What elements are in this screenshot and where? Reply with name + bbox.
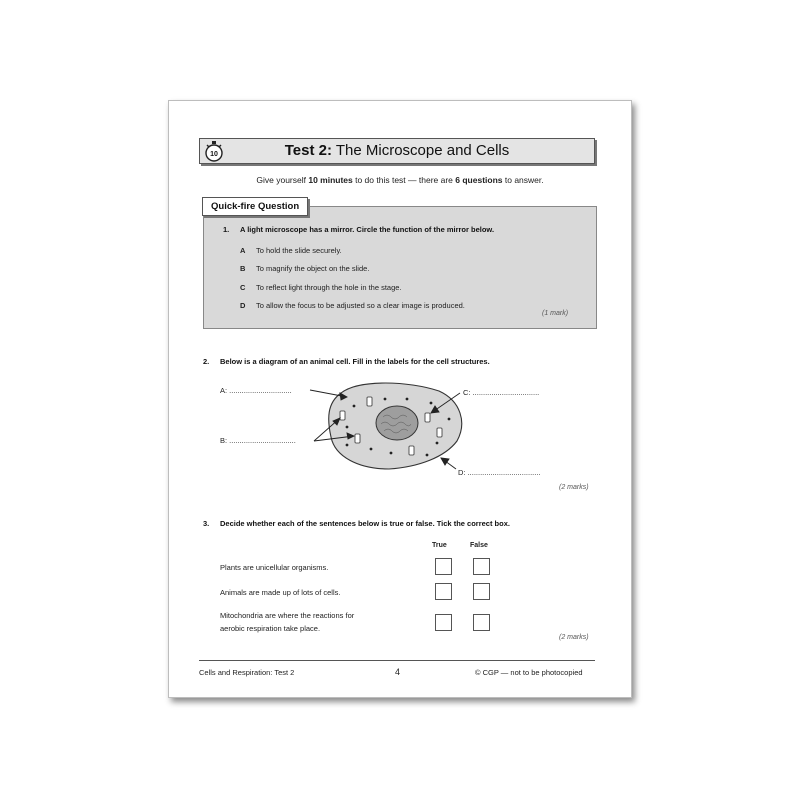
q2-text: Below is a diagram of an animal cell. Fill in the labels for the cell structures. bbox=[220, 357, 490, 366]
cell-label-b[interactable]: B: ................................ bbox=[220, 436, 296, 445]
statement-2-true-checkbox[interactable] bbox=[435, 583, 452, 600]
animal-cell-diagram bbox=[169, 101, 631, 697]
cell-label-c[interactable]: C: ................................ bbox=[463, 388, 540, 397]
footer-divider bbox=[199, 660, 595, 661]
q1-option-c[interactable]: C To reflect light through the hole in the stage. bbox=[240, 283, 402, 292]
statement-2-false-checkbox[interactable] bbox=[473, 583, 490, 600]
q3-text: Decide whether each of the sentences below is true or false. Tick the correct box. bbox=[220, 519, 510, 528]
test-label: Test 2: bbox=[284, 142, 332, 159]
page-number: 4 bbox=[395, 667, 401, 677]
statement-3: Mitochondria are where the reactions for aerobic respiration take place. bbox=[220, 611, 355, 633]
q1-option-a[interactable]: A To hold the slide securely. bbox=[240, 246, 342, 255]
cell-label-d[interactable]: D: ................................... bbox=[458, 468, 541, 477]
q1-number: 1. bbox=[223, 225, 230, 234]
footer-section-label: Cells and Respiration: Test 2 bbox=[199, 668, 295, 677]
cell-label-a[interactable]: A: .............................. bbox=[220, 386, 292, 395]
q1-option-b[interactable]: B To magnify the object on the slide. bbox=[240, 264, 370, 273]
statement-1: Plants are unicellular organisms. bbox=[220, 563, 329, 572]
q2-number: 2. bbox=[203, 357, 210, 366]
q1-text: A light microscope has a mirror. Circle the function of the mirror below. bbox=[240, 225, 495, 234]
statement-1-false-checkbox[interactable] bbox=[473, 558, 490, 575]
quickfire-label: Quick-fire Question bbox=[202, 197, 308, 216]
statement-1-true-checkbox[interactable] bbox=[435, 558, 452, 575]
intro-text: Give yourself 10 minutes to do this test — there are 6 questions to answer. bbox=[256, 175, 544, 185]
false-column-header: False bbox=[470, 542, 488, 549]
timer-number: 10 bbox=[210, 151, 218, 158]
statement-3-false-checkbox[interactable] bbox=[473, 614, 490, 631]
statement-3-true-checkbox[interactable] bbox=[435, 614, 452, 631]
intro-minutes: 10 minutes bbox=[308, 175, 353, 185]
intro-questions: 6 questions bbox=[455, 175, 503, 185]
test-title: The Microscope and Cells bbox=[335, 142, 510, 159]
q1-option-d[interactable]: D To allow the focus to be adjusted so a clear image is produced. bbox=[240, 301, 465, 310]
q1-marks: (1 mark) bbox=[542, 310, 569, 317]
worksheet-page bbox=[168, 100, 632, 698]
statement-2: Animals are made up of lots of cells. bbox=[220, 588, 341, 597]
q2-marks: (2 marks) bbox=[559, 484, 589, 491]
footer-copyright: © CGP — not to be photocopied bbox=[475, 668, 583, 677]
true-column-header: True bbox=[432, 542, 447, 549]
q3-number: 3. bbox=[203, 519, 210, 528]
q3-marks: (2 marks) bbox=[559, 634, 589, 641]
